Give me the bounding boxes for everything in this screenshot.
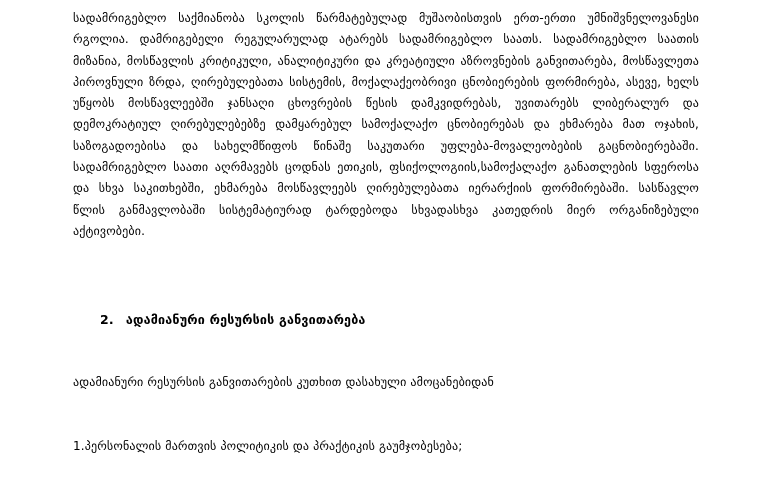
section-title: ადამიანური რესურსის განვითარება (125, 312, 366, 327)
section-heading (100, 312, 366, 327)
section-number: 2. (100, 312, 114, 327)
intro-line: ადამიანური რესურსის განვითარების კუთხით დასახული ამოცანებიდან (73, 375, 494, 389)
list-item-1: 1.პერსონალის მართვის პოლიტიკის და პრაქტიკის გაუმჯობესება; (73, 439, 463, 453)
body-paragraph: სადამრიგებლო საქმიანობა სკოლის წარმატებულად მუშაობისთვის ერთ-ერთი უმნიშვნელოვანესი რგოლია. დამრიგებელი რეგულარულად ატარებს სადამრიგებლო საათს. სადამრიგებლო საათის მიზანია, მოსწავლის კრიტიკული, ანალიტიკური და კრეატიული აზროვნების განვითარება, მოსწავლეთა პიროვნული ზრდა, ღირებულებათა სისტემის, მოქალაქეობრივი ცნობიერების ფორმირება, ასევე, ხელს უწყობს მოსწავლეებში ჯანსაღი ცხოვრების წესის დამკვიდრებას, უვითარებს ლიბერალურ და დემოკრატიულ ღირებულებებზე დამყარებულ სამოქალაქო ცნობიერებას და ეხმარება მათ ოჯახის, საზოგადოებისა და სახელმწიფოს წინაშე საკუთარი უფლება-მოვალეობების გაცნობიერებაში. სადამრიგებლო საათი აღრმავებს ცოდნას ეთიკის, ფსიქოლოგიის,სამოქალაქო განათლების სფეროსა და სხვა საკითხებში, ეხმარება მოსწავლეებს ღირებულებათა იერარქიის ფორმირებაში. სასწავლო წლის განმავლობაში სისტემატიურად ტარდებოდა სხვადასხვა კათედრის მიერ ორგანიზებული აქტივობები. (73, 11, 699, 238)
